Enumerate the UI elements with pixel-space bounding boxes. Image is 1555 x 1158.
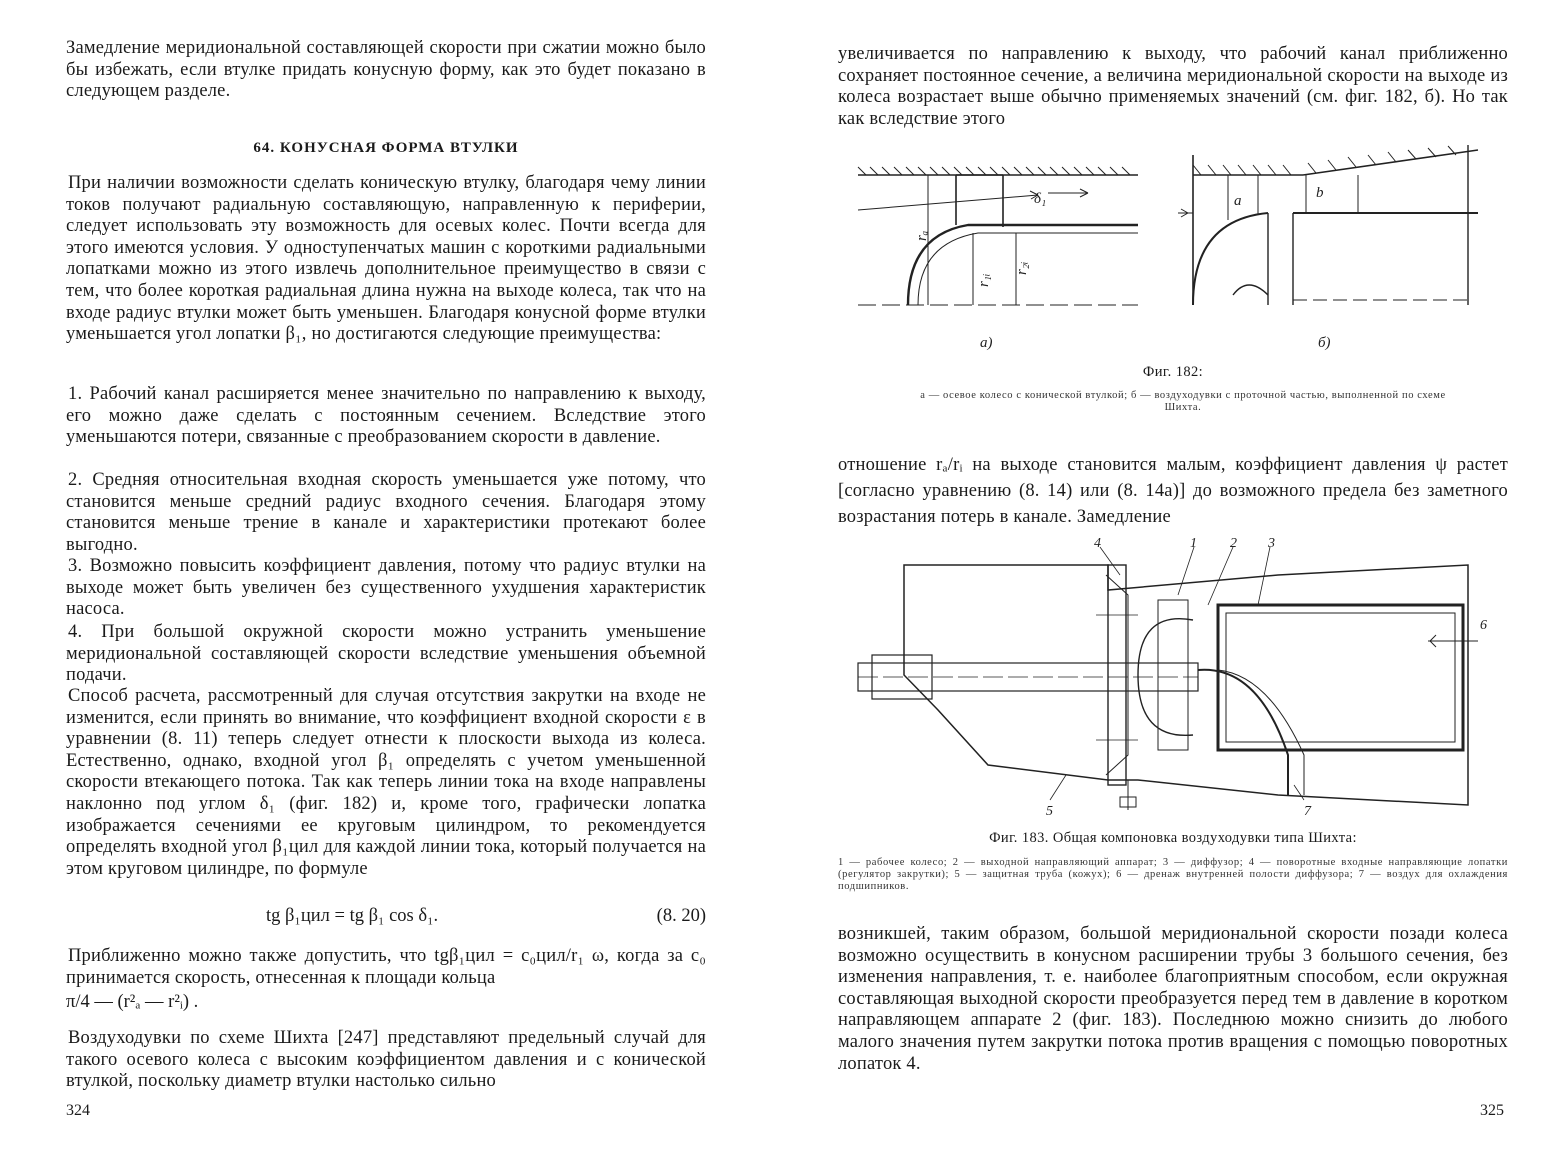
paragraph-deceleration: возникшей, таким образом, большой меридиональной скорости позади колеса возможно осуществить в конусном расширении трубы 3 большого сечения, без изменения направления, т. е. наиболее благоприятным способом, если окружная составляющая выходной скорости преобразуется перед тем в давление в коротком направляющем аппарате 2 (фиг. 183). Последнюю можно снизить до любого малого значения путем закрутки потока против вращения с помощью поворотных лопаток 4.: [838, 924, 1508, 1074]
paragraph-advantage-4: 4. При большой окружной скорости можно устранить уменьшение меридиональной составляющей скорости вследствие уменьшения объемной подачи.: [66, 622, 706, 686]
formula-8-20: tg β₁цил = tg β₁ cos δ₁.: [266, 906, 439, 926]
paragraph-advantage-1: 1. Рабочий канал расширяется менее значительно по направлению к выходу, его можно даже сделать с постоянным сечением. Вследствие этого уменьшаются потери, связанные с преобразованием скорости в давление.: [66, 384, 706, 448]
svg-text:a: a: [1234, 193, 1242, 209]
formula-ring-area: π/4 — (r²ₐ — r²ᵢ) .: [66, 992, 199, 1012]
fig183-caption-title: Фиг. 183. Общая компоновка воздуходувки типа Шихта:: [989, 830, 1357, 846]
svg-text:r₂ᵢ: r₂ᵢ: [1014, 261, 1030, 275]
paragraph-continued: увеличивается по направлению к выходу, что рабочий канал приближенно сохраняет постоянное сечение, а величина меридиональной скорости на выходе из колеса возрастает выше обычно применяемых значений (см. фиг. 182, б). Но так как вследствие этого: [838, 44, 1508, 129]
formula-number: (8. 20): [656, 906, 706, 926]
paragraph-approximation: Приближенно можно также допустить, что tgβ₁цил = c₀цил/r₁ ω, когда за c₀ принимается скорость, отнесенная к площади кольца: [66, 946, 706, 988]
fig183-callout-7: 7: [1304, 804, 1311, 819]
fig183-callout-4: 4: [1094, 536, 1101, 551]
fig183-callout-5: 5: [1046, 804, 1053, 819]
paragraph-conical-hub: При наличии возможности сделать коническую втулку, благодаря чему линии токов получают радиальную составляющую, направленную к периферии, следует использовать эту возможность для осевых колес. Почти всегда для этого имеются условия. У одноступенчатых машин с короткими радиальными лопатками можно из этого извлечь дополнительное преимущество в связи с тем, что более короткая радиальная длина нужна на выходе колеса, так что на входе радиус втулки может быть уменьшен. Благодаря конусной форме втулки уменьшается угол лопатки β₁, но достигаются следующие преимущества:: [66, 173, 706, 345]
svg-text:δ₁: δ₁: [1034, 191, 1047, 207]
page-number-right: 325: [1480, 1102, 1504, 1119]
svg-text:rₐ: rₐ: [914, 230, 930, 241]
fig182-label-a: а): [980, 335, 993, 351]
svg-text:b: b: [1316, 185, 1324, 201]
fig182-label-b: б): [1318, 335, 1331, 351]
paragraph-advantage-2: 2. Средняя относительная входная скорость уменьшается уже потому, что становится меньше средний радиус входного сечения. Благодаря этому становится меньше трение в канале и характеристики протекают более выгодно.: [66, 470, 706, 555]
paragraph-intro: Замедление меридиональной составляющей скорости при сжатии можно было бы избежать, если втулке придать конусную форму, как это будет показано в следующем разделе.: [66, 38, 706, 102]
fig182-caption-legend: а — осевое колесо с конической втулкой; б — воздуходувки с проточной частью, выполненной по схеме Шихта.: [920, 390, 1446, 413]
fig183-callout-3: 3: [1268, 536, 1275, 551]
fig183-callout-2: 2: [1230, 536, 1237, 551]
fig182-caption-title: Фиг. 182:: [1142, 364, 1204, 380]
figure-182: [838, 145, 1508, 360]
fig183-callout-6: 6: [1480, 618, 1487, 633]
svg-text:r₁ᵢ: r₁ᵢ: [976, 273, 992, 287]
paragraph-ratio: отношение rₐ/rᵢ на выходе становится малым, коэффициент давления ψ растет [согласно уравнению (8. 14) или (8. 14а)] до возможного предела без заметного возрастания потерь в канале. Замедление: [838, 455, 1508, 527]
paragraph-calculation: Способ расчета, рассмотренный для случая отсутствия закрутки на входе не изменится, если принять во внимание, что коэффициент входной скорости ε в уравнении (8. 11) теперь следует отнести к плоскости выхода из колеса. Естественно, однако, входной угол β₁ определять с учетом уменьшенной скорости втекающего потока. Так как теперь линии тока на входе направлены наклонно под углом δ₁ (фиг. 182) и, кроме того, графически лопатка изображается сечениями ее круговым цилиндром, то рекомендуется определять входной угол β₁цил для каждой линии тока, который получается на этом круговом цилиндре, по формуле: [66, 686, 706, 879]
figure-183: [838, 535, 1508, 820]
fig183-caption-legend: 1 — рабочее колесо; 2 — выходной направляющий аппарат; 3 — диффузор; 4 — поворотные входные направляющие лопатки (регулятор закрутки); 5 — защитная труба (кожух); 6 — дренаж внутренней полости диффузора; 7 — воздух для охлаждения подшипников.: [838, 857, 1508, 892]
fig183-callout-1: 1: [1190, 536, 1197, 551]
section-heading: 64. КОНУСНАЯ ФОРМА ВТУЛКИ: [253, 140, 519, 156]
paragraph-schicht: Воздуходувки по схеме Шихта [247] представляют предельный случай для такого осевого колеса с высоким коэффициентом давления и с конической втулкой, поскольку диаметр втулки настолько сильно: [66, 1028, 706, 1092]
page-number-left: 324: [66, 1102, 90, 1119]
paragraph-advantage-3: 3. Возможно повысить коэффициент давления, потому что радиус втулки на выходе может быть увеличен без существенного ухудшения характеристик насоса.: [66, 556, 706, 620]
